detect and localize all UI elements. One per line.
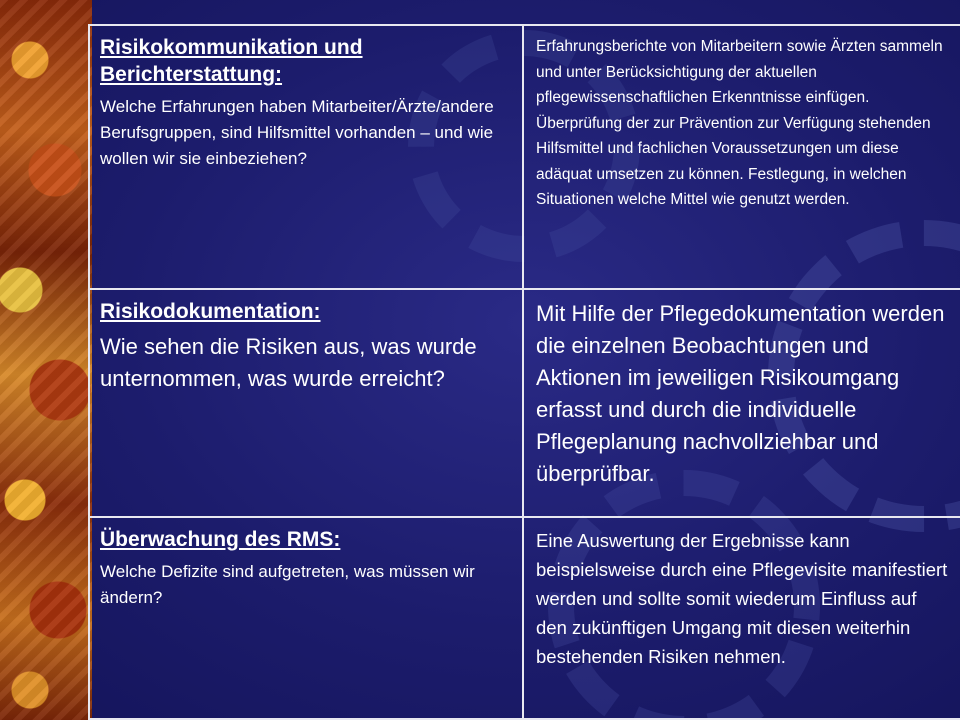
table-cell-answer bbox=[523, 289, 960, 517]
table-cell-answer bbox=[523, 517, 960, 719]
row-question: Welche Erfahrungen haben Mitarbeiter/Ärzte/andere Berufsgruppen, sind Hilfsmittel vorhanden – und wie wollen wir sie einbeziehen? bbox=[100, 97, 494, 168]
row-answer: Eine Auswertung der Ergebnisse kann beispielsweise durch eine Pflegevisite manifestiert werden und sollte somit wiederum Einfluss auf den zukünftigen Umgang mit diesen weiterhin bestehenden Risiken nehmen. bbox=[536, 530, 948, 667]
row-answer: Mit Hilfe der Pflegedokumentation werden die einzelnen Beobachtungen und Aktionen im jeweiligen Risikoumgang erfasst und durch die individuelle Pflegeplanung nachvollziehbar und überprüfbar. bbox=[536, 301, 945, 486]
row-question: Wie sehen die Risiken aus, was wurde unternommen, was wurde erreicht? bbox=[100, 334, 477, 391]
decorative-side-strip bbox=[0, 0, 92, 720]
row-question: Welche Defizite sind aufgetreten, was müssen wir ändern? bbox=[100, 562, 475, 607]
table-row bbox=[89, 289, 960, 517]
table-cell-topic bbox=[89, 289, 523, 517]
row-answer: Erfahrungsberichte von Mitarbeitern sowie Ärzten sammeln und unter Berücksichtigung der aktuellen pflegewissenschaftlichen Erkenntnisse einfügen. Überprüfung der zur Prävention zur Verfügung stehenden Hilfsmittel und fachlichen Voraussetzungen um diese adäquat umsetzen zu können. Festlegung, in welchen Situationen welche Mittel wie genutzt werden. bbox=[536, 38, 943, 208]
table-cell-topic bbox=[89, 517, 523, 719]
row-heading: Risikokommunikation und Berichterstattung: bbox=[100, 36, 363, 86]
row-heading: Risikodokumentation: bbox=[100, 300, 321, 323]
row-heading: Überwachung des RMS: bbox=[100, 528, 341, 551]
table-row bbox=[89, 517, 960, 719]
table-cell-topic bbox=[89, 25, 523, 289]
table-row bbox=[89, 25, 960, 289]
table-cell-answer bbox=[523, 25, 960, 289]
risk-management-table bbox=[88, 24, 960, 720]
